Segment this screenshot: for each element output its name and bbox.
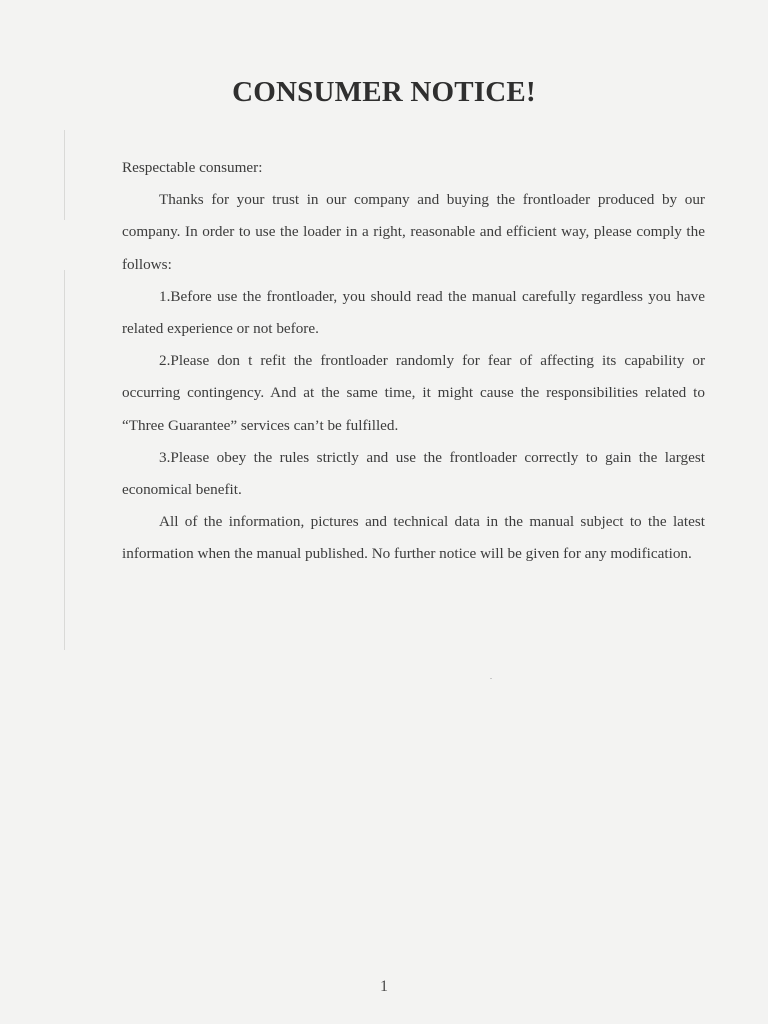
- scan-edge-mark: [64, 270, 65, 650]
- page-title: CONSUMER NOTICE!: [232, 76, 536, 108]
- paragraph-intro: Thanks for your trust in our company and buying the frontloader produced by our company. In order to use the loader in a right, reasonable and efficient way, please comply the follows:: [122, 191, 705, 273]
- page-number: 1: [380, 978, 388, 995]
- greeting-line: Respectable consumer:: [122, 159, 263, 176]
- scan-speck: [490, 678, 492, 679]
- notice-body: [122, 152, 705, 571]
- scan-edge-mark: [64, 130, 65, 220]
- paragraph-item-1: 1.Before use the frontloader, you should read the manual carefully regardless you have related experience or not before.: [122, 287, 705, 338]
- paragraph-item-2: 2.Please don t refit the frontloader randomly for fear of affecting its capability or occurring contingency. And at the same time, it might cause the responsibilities related to “Three Guarantee” services can’t be fulfilled.: [122, 352, 705, 434]
- paragraph-closing: All of the information, pictures and technical data in the manual subject to the latest information when the manual published. No further notice will be given for any modification.: [122, 513, 705, 563]
- paragraph-item-3: 3.Please obey the rules strictly and use the frontloader correctly to gain the largest economical benefit.: [122, 448, 705, 499]
